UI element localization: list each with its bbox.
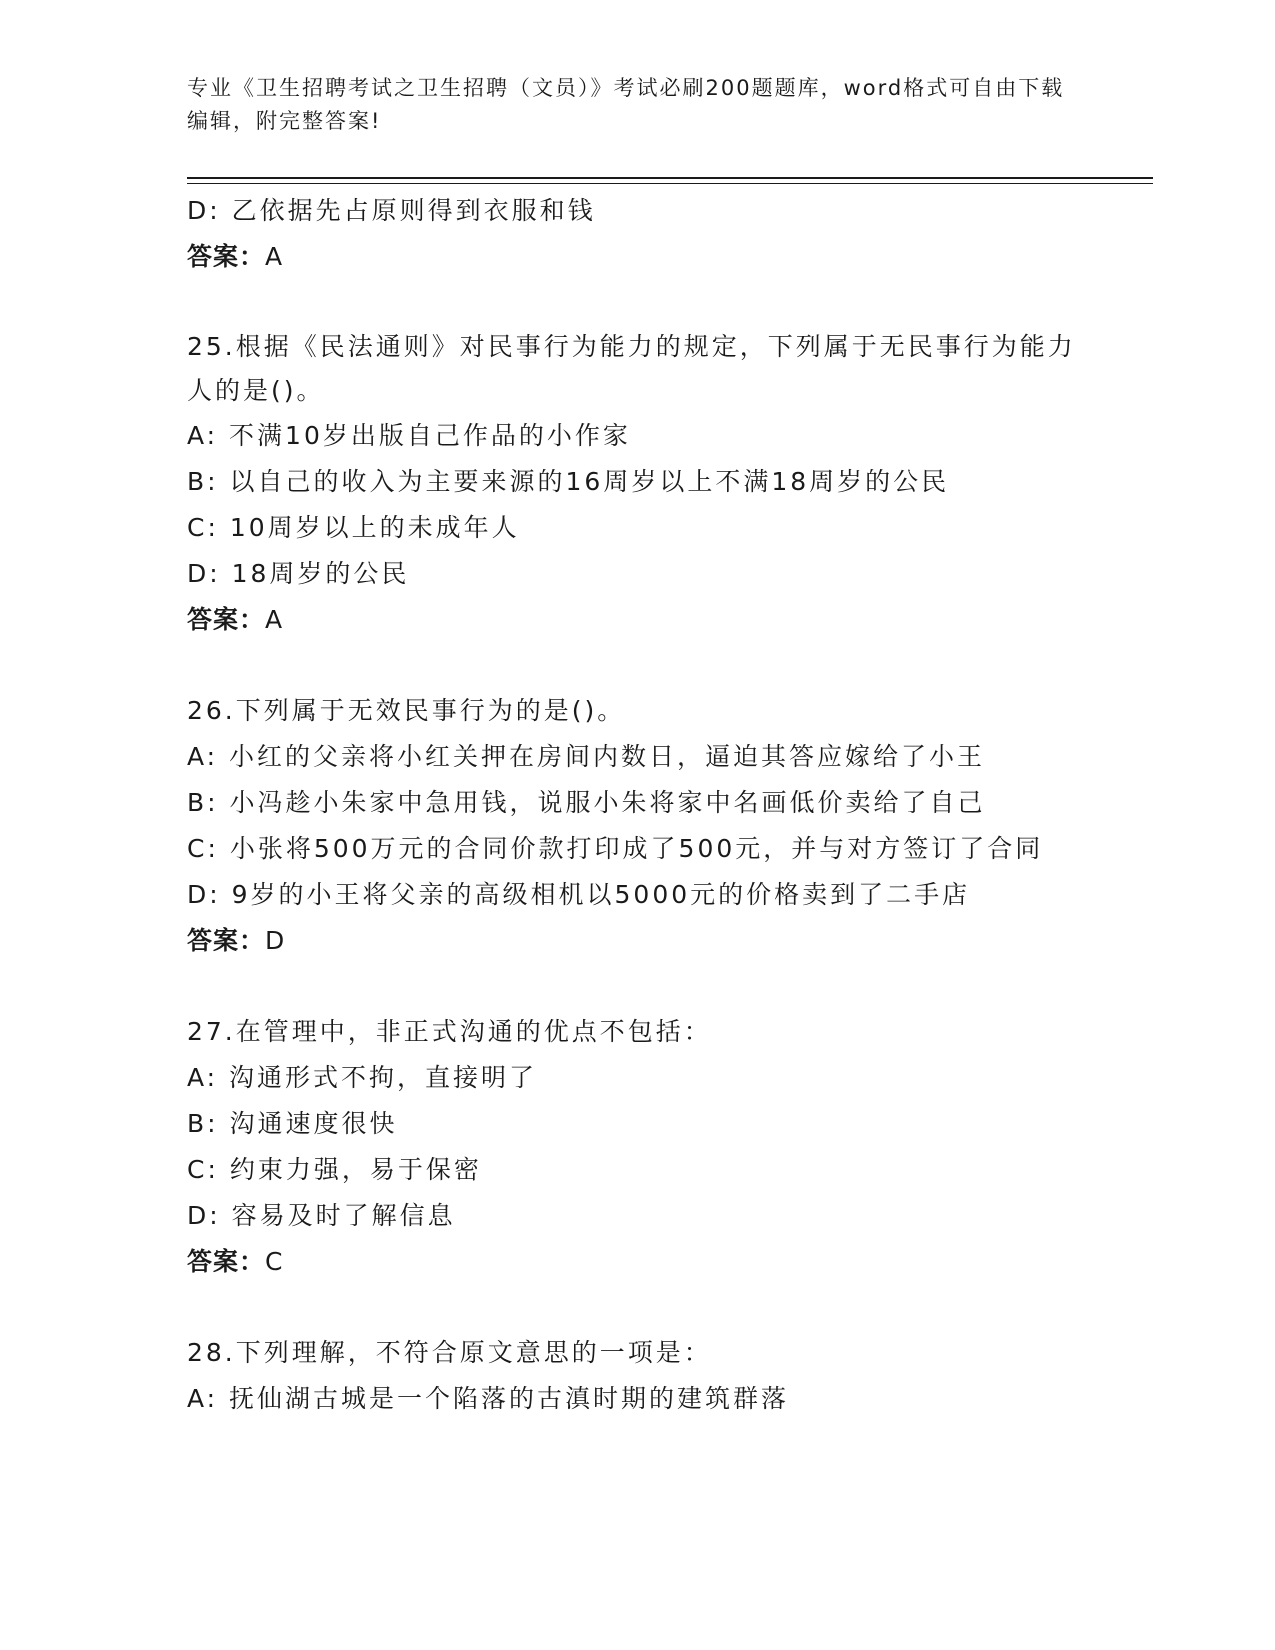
answer-value: C (265, 1247, 284, 1276)
option-a: A: 沟通形式不拘，直接明了 (187, 1063, 538, 1092)
question-title: 25.根据《民法通则》对民事行为能力的规定，下列属于无民事行为能力人的是()。 (187, 332, 1076, 405)
answer-label: 答案： (187, 242, 266, 271)
answer-line (187, 597, 1087, 643)
option-a: A: 抚仙湖古城是一个陷落的古滇时期的建筑群落 (187, 1384, 790, 1413)
option-a: A: 不满10岁出版自己作品的小作家 (187, 421, 631, 450)
answer-line (187, 234, 1087, 280)
option-b: B: 以自己的收入为主要来源的16周岁以上不满18周岁的公民 (187, 467, 950, 496)
option-d: D: 18周岁的公民 (187, 559, 410, 588)
question-title: 26.下列属于无效民事行为的是()。 (187, 696, 626, 725)
document-body (187, 188, 1087, 1422)
header-divider-thick (187, 177, 1153, 179)
answer-line (187, 918, 1087, 964)
option-d: D: 乙依据先占原则得到衣服和钱 (187, 196, 596, 225)
option-c: C: 约束力强，易于保密 (187, 1155, 482, 1184)
option-c: C: 小张将500万元的合同价款打印成了500元，并与对方签订了合同 (187, 834, 1044, 863)
option-d: D: 容易及时了解信息 (187, 1201, 456, 1230)
header-text: 专业《卫生招聘考试之卫生招聘（文员）》考试必刷200题题库，word格式可自由下载编辑，附完整答案! (187, 76, 1065, 133)
option-c: C: 10周岁以上的未成年人 (187, 513, 520, 542)
header-divider-thin (187, 183, 1153, 184)
answer-value: A (265, 605, 284, 634)
option-b: B: 小冯趁小朱家中急用钱，说服小朱将家中名画低价卖给了自己 (187, 788, 986, 817)
answer-label: 答案： (187, 605, 266, 634)
answer-label: 答案： (187, 1247, 266, 1276)
answer-label: 答案： (187, 926, 266, 955)
answer-line (187, 1239, 1087, 1285)
question-title: 28.下列理解，不符合原文意思的一项是： (187, 1338, 712, 1367)
answer-value: A (265, 242, 284, 271)
question-title: 27.在管理中，非正式沟通的优点不包括： (187, 1017, 712, 1046)
option-b: B: 沟通速度很快 (187, 1109, 398, 1138)
answer-value: D (265, 926, 286, 955)
option-a: A: 小红的父亲将小红关押在房间内数日，逼迫其答应嫁给了小王 (187, 742, 986, 771)
document-header (187, 72, 1067, 138)
option-d: D: 9岁的小王将父亲的高级相机以5000元的价格卖到了二手店 (187, 880, 971, 909)
